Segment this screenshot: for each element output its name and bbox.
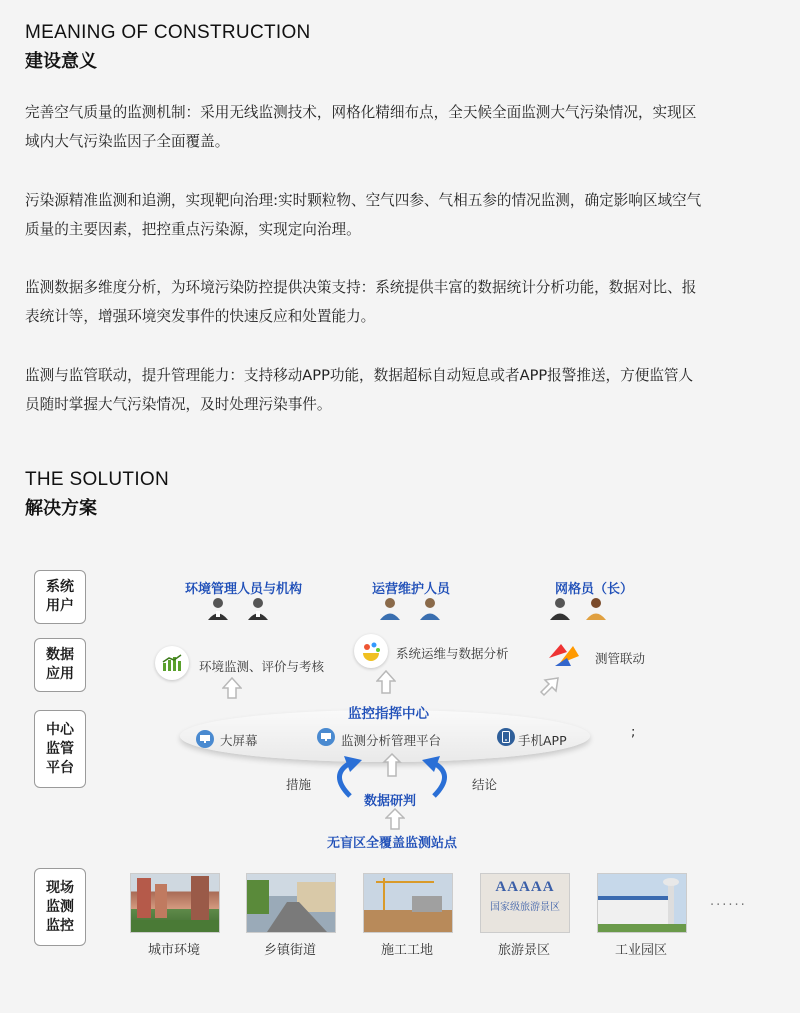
paragraph-line: 污染源精准监测和追溯，实现靶向治理:实时颗粒物、空气四参、气相五参的情况监测，确定影响区域空气 (25, 192, 702, 209)
user-group-label: 运营维护人员 (372, 582, 451, 597)
side-label: 系统 (46, 579, 74, 595)
solution-title-cn: 解决方案 (25, 498, 97, 519)
data-analysis-icon (354, 634, 388, 668)
photo-city (130, 873, 220, 933)
side-box-users (34, 570, 86, 624)
side-label: 用户 (46, 598, 74, 614)
paragraph-line: 监测与监管联动，提升管理能力：支持移动APP功能，数据超标自动短息或者APP报警推送，方便监管人 (25, 367, 694, 384)
user-group-label: 环境管理人员与机构 (185, 582, 303, 597)
app-label: 测管联动 (595, 651, 646, 666)
more-ellipsis: ...... (710, 894, 747, 909)
cycle-left-label: 措施 (286, 777, 312, 792)
site-label: 施工工地 (380, 943, 433, 958)
site-label: 工业园区 (614, 943, 667, 958)
center-title: 监控指挥中心 (348, 706, 429, 722)
arrow-up-icon (376, 670, 396, 694)
cycle-center-label: 数据研判 (364, 794, 417, 809)
paragraph-line: 员随时掌握大气污染情况，及时处理污染事件。 (25, 396, 332, 413)
side-label: 监管 (46, 740, 74, 757)
semicolon-mark: ; (631, 725, 636, 740)
person-icon (248, 598, 268, 620)
paragraph (25, 361, 785, 419)
phone-icon (497, 728, 515, 746)
person-icon (420, 598, 440, 620)
side-label: 监测 (46, 898, 74, 915)
arrow-up-icon (538, 676, 560, 698)
person-icon-group (376, 596, 446, 622)
paragraph (25, 98, 785, 156)
side-label: 应用 (46, 666, 74, 682)
paragraph-line: 完善空气质量的监测机制：采用无线监测技术，网格化精细布点，全天候全面监测大气污染情况，实现区 (25, 104, 697, 121)
monitor-icon (317, 728, 335, 746)
side-label: 监控 (46, 917, 74, 934)
scenic-sign-text: AAAAA (495, 879, 555, 895)
platform-label: 监测分析管理平台 (341, 733, 442, 748)
person-icon-group (546, 596, 616, 622)
person-icon-group (204, 596, 274, 622)
person-icon (586, 598, 606, 620)
paragraph-line: 质量的主要因素，把控重点污染源，实现定向治理。 (25, 221, 361, 238)
solution-title-en: THE SOLUTION (25, 469, 170, 490)
person-icon (380, 598, 400, 620)
side-box-apps (34, 638, 86, 692)
paragraph-line: 域内大气污染监因子全面覆盖。 (25, 133, 230, 150)
paragraph-line: 表统计等，增强环境突发事件的快速反应和处置能力。 (25, 308, 376, 325)
person-icon (208, 598, 228, 620)
paragraph (25, 186, 785, 244)
site-label: 旅游景区 (497, 943, 550, 958)
platform-label: 大屏幕 (220, 733, 258, 748)
app-label: 系统运维与数据分析 (396, 646, 509, 661)
section-title-cn: 建设意义 (25, 51, 97, 72)
chart-icon (155, 646, 189, 680)
side-box-center (34, 710, 86, 788)
photo-town (246, 873, 336, 933)
paragraph-line: 监测数据多维度分析，为环境污染防控提供决策支持：系统提供丰富的数据统计分析功能，数据对比、报 (25, 279, 697, 296)
cycle-right-label: 结论 (472, 777, 498, 792)
photo-construction (363, 873, 453, 933)
person-icon (550, 598, 570, 620)
site-label: 乡镇街道 (263, 943, 316, 958)
platform-label: 手机APP (518, 733, 567, 748)
section-title-en: MEANING OF CONSTRUCTION (25, 22, 311, 43)
linkage-icon (545, 636, 585, 672)
photo-scenic (480, 873, 570, 933)
app-label: 环境监测、评价与考核 (199, 659, 325, 674)
stations-label: 无盲区全覆盖监测站点 (327, 836, 458, 851)
arrow-up-icon (222, 677, 242, 699)
site-label: 城市环境 (147, 943, 200, 958)
side-label: 中心 (46, 721, 74, 738)
scenic-sign-sub: 国家级旅游景区 (490, 902, 560, 913)
side-box-site (34, 868, 86, 946)
user-group-label: 网格员（长） (555, 582, 634, 597)
side-label: 数据 (46, 647, 74, 663)
monitor-icon (196, 730, 214, 748)
side-label: 平台 (46, 759, 74, 776)
arrow-up-icon (385, 808, 405, 830)
paragraph (25, 273, 785, 331)
side-label: 现场 (46, 879, 74, 896)
photo-industrial (597, 873, 687, 933)
